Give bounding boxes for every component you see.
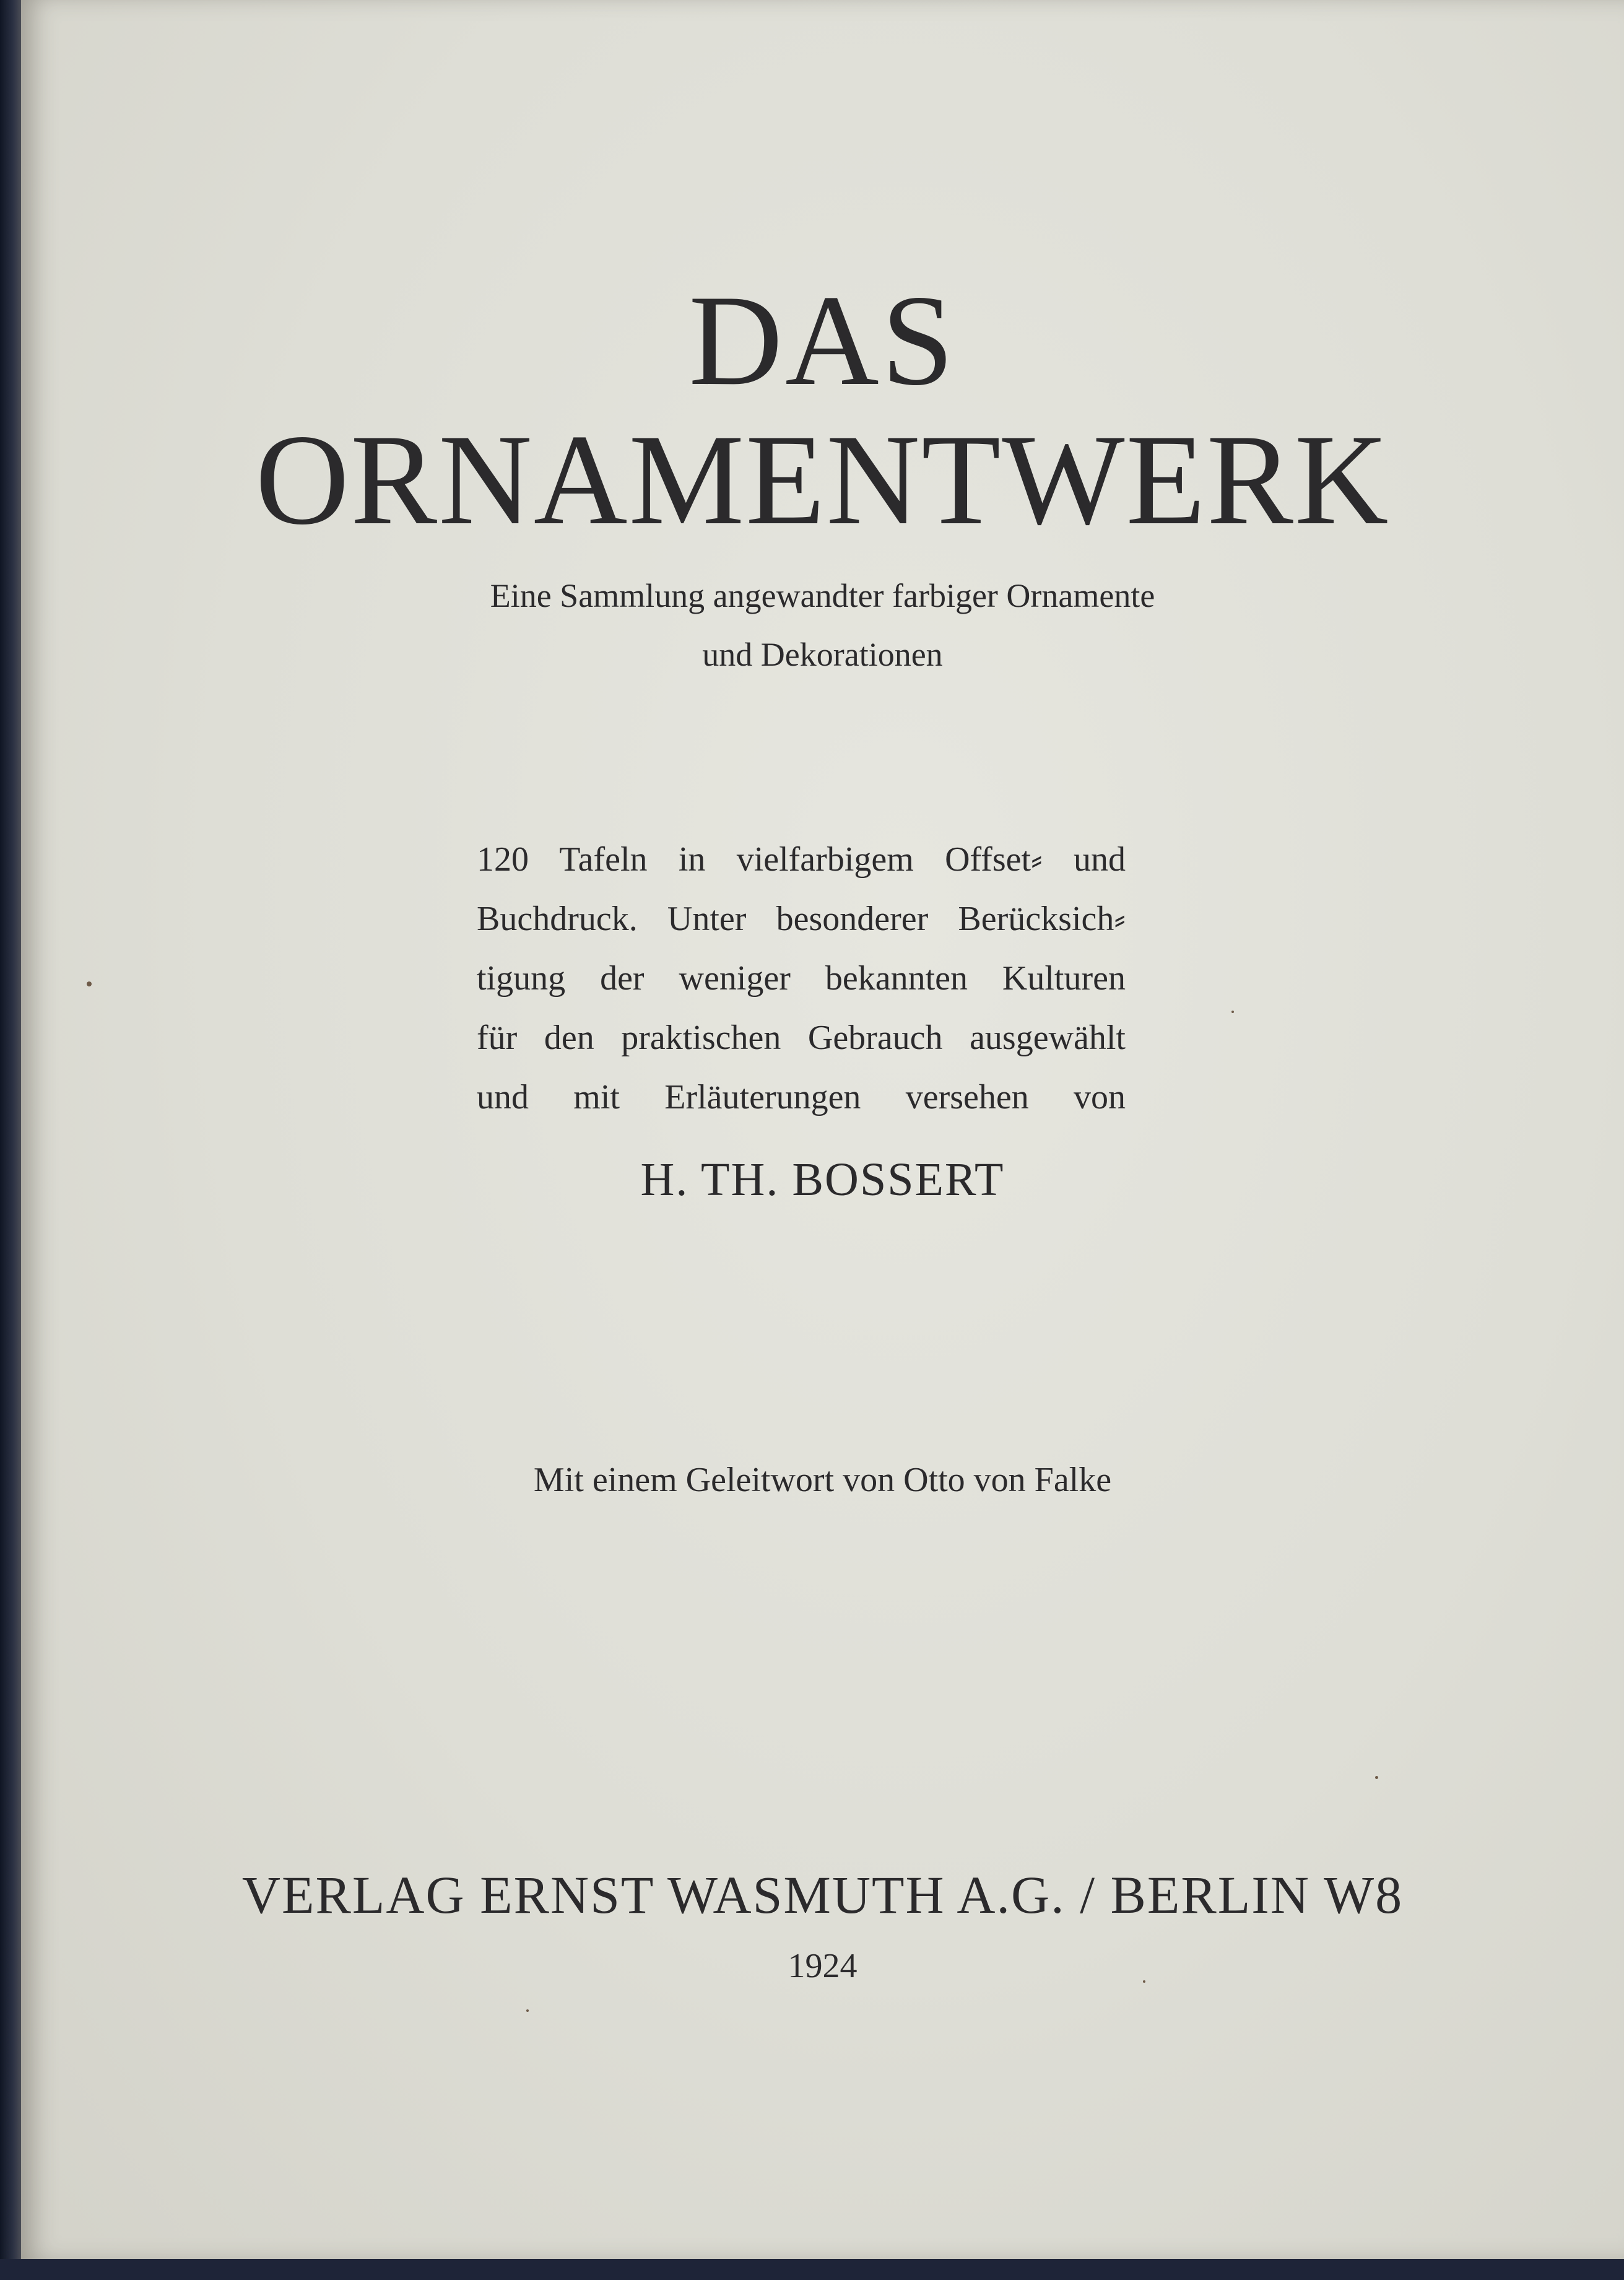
description-line: und mit Erläuterungen versehen von xyxy=(477,1078,1126,1116)
description-line: Buchdruck. Unter besonderer Berücksich⸗ xyxy=(477,900,1126,938)
publication-year: 1924 xyxy=(788,1947,858,1985)
publisher-line: VERLAG ERNST WASMUTH A.G. / BERLIN W8 xyxy=(241,1865,1404,1925)
description-line: 120 Tafeln in vielfarbigem Offset⸗ und xyxy=(477,840,1126,879)
description-line: tigung der weniger bekannten Kulturen xyxy=(477,959,1126,998)
subtitle-line-1: Eine Sammlung angewandter farbiger Ornamente xyxy=(490,577,1155,614)
foreword-note: Mit einem Geleitwort von Otto von Falke xyxy=(533,1461,1112,1499)
cover-board-bottom xyxy=(0,2259,1624,2280)
paper-speck xyxy=(1231,1011,1234,1013)
title-page xyxy=(21,0,1624,2259)
paper-speck xyxy=(87,981,92,986)
description-line: für den praktischen Gebrauch ausgewählt xyxy=(477,1019,1126,1057)
paper-speck xyxy=(526,2009,529,2012)
title-line-1: DAS xyxy=(688,269,957,412)
author-name: H. TH. BOSSERT xyxy=(640,1154,1005,1206)
cover-board-edge xyxy=(0,0,21,2280)
description-block xyxy=(477,830,1126,1127)
title-line-2: ORNAMENTWERK xyxy=(255,408,1390,552)
subtitle-line-2: und Dekorationen xyxy=(702,636,943,673)
paper-speck xyxy=(1143,1980,1145,1983)
paper-speck xyxy=(1375,1776,1378,1779)
